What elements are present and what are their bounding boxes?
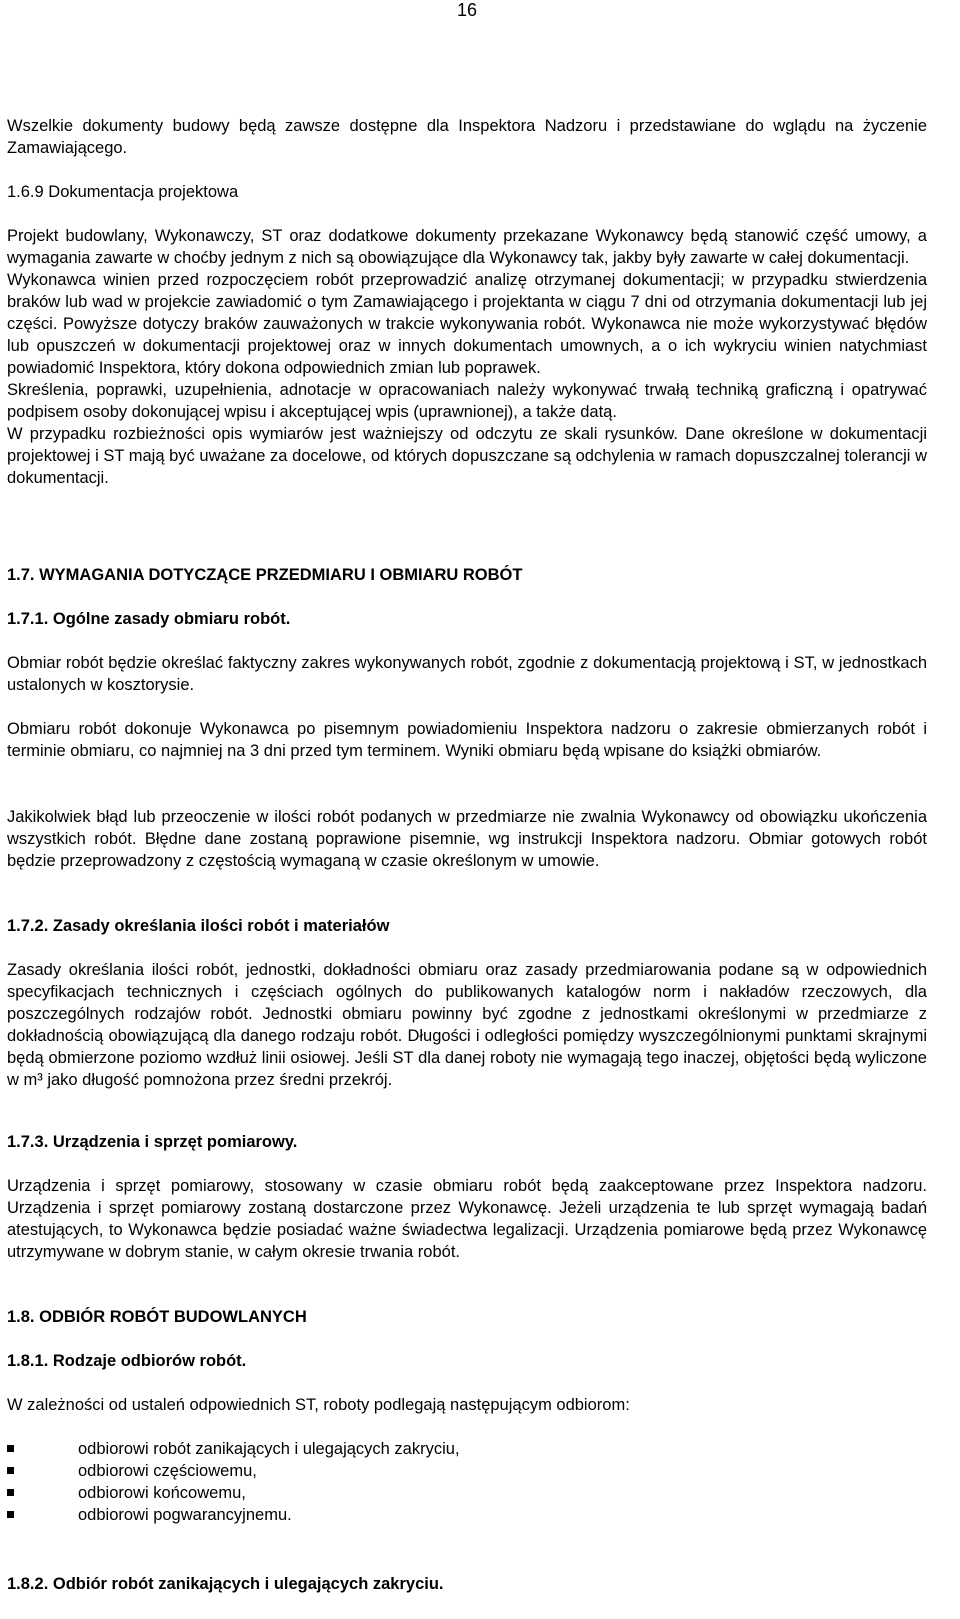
subsection-heading: 1.7.2. Zasady określania ilości robót i materiałów [7, 917, 390, 935]
subsection-heading: 1.7.1. Ogólne zasady obmiaru robót. [7, 610, 291, 628]
list-item [7, 1504, 927, 1526]
square-bullet-icon [7, 1445, 14, 1452]
section-1-7-heading-block [7, 564, 927, 586]
square-bullet-icon [7, 1511, 14, 1518]
section-heading: 1.8. ODBIÓR ROBÓT BUDOWLANYCH [7, 1308, 307, 1326]
intro-block [7, 115, 927, 159]
subsection-heading: 1.8.2. Odbiór robót zanikających i ulegających zakryciu. [7, 1575, 444, 1593]
section-1-8-1-heading-block [7, 1350, 927, 1372]
paragraph: Urządzenia i sprzęt pomiarowy, stosowany w czasie obmiaru robót będą zaakceptowane przez Inspektora nadzoru. Urządzenia i sprzęt pomiarowy zostaną dostarczone przez Wykonawcę. Jeżeli urządzenia te lub sprzęt wymagają badań atestujących, to Wykonawca będzie posiadać ważne świadectwa legalizacji. Urządzenia pomiarowe będą przez Wykonawcę utrzymywane w dobrym stanie, w całym okresie trwania robót. [7, 1177, 927, 1261]
section-heading: 1.7. WYMAGANIA DOTYCZĄCE PRZEDMIARU I OBMIARU ROBÓT [7, 566, 523, 584]
section-1-7-1-heading-block [7, 608, 927, 630]
list-item-text: odbiorowi robót zanikających i ulegających zakryciu, [78, 1440, 460, 1458]
paragraph: Wykonawca winien przed rozpoczęciem robót przeprowadzić analizę otrzymanej dokumentacji; w przypadku stwierdzenia braków lub wad w projekcie zawiadomić o tym Zamawiającego i projektanta w ciągu 7 dni od otrzymania dokumentacji lub jej części. Powyższe dotyczy braków zauważonych w trakcie wykonywania robót. Wykonawca nie może wykorzystywać błędów lub opuszczeń w dokumentacji projektowej oraz w innych dokumentach umownych, a o ich wykryciu winien natychmiast powiadomić Inspektora, który dokona odpowiednich zmian lub poprawek. [7, 271, 927, 377]
section-1-7-1-p2 [7, 718, 927, 762]
square-bullet-icon [7, 1489, 14, 1496]
section-1-7-2-heading-block [7, 915, 927, 937]
subsection-heading: 1.8.1. Rodzaje odbiorów robót. [7, 1352, 247, 1370]
paragraph: Projekt budowlany, Wykonawczy, ST oraz dodatkowe dokumenty przekazane Wykonawcy będą stanowić część umowy, a wymagania zawarte w choćby jednym z nich są obowiązujące dla Wykonawcy tak, jakby były zawarte w całej dokumentacji. [7, 227, 927, 267]
square-bullet-icon [7, 1467, 14, 1474]
paragraph: W przypadku rozbieżności opis wymiarów jest ważniejszy od odczytu ze skali rysunków. Dane określone w dokumentacji projektowej i ST mają być uważane za docelowe, od których dopuszczane są odchylenia w ramach dopuszczalnej tolerancji w dokumentacji. [7, 425, 927, 487]
list-item-text: odbiorowi końcowemu, [78, 1484, 246, 1502]
acceptance-types-list [7, 1438, 927, 1526]
list-item-text: odbiorowi częściowemu, [78, 1462, 257, 1480]
paragraph: Skreślenia, poprawki, uzupełnienia, adnotacje w opracowaniach należy wykonywać trwałą techniką graficzną i opatrywać podpisem osoby dokonującej wpisu i akceptującej wpis (uprawnionej), a także datą. [7, 381, 927, 421]
paragraph: Obmiaru robót dokonuje Wykonawca po pisemnym powiadomieniu Inspektora nadzoru o zakresie obmierzanych robót i terminie obmiaru, co najmniej na 3 dni przed tym terminem. Wyniki obmiaru będą wpisane do książki obmiarów. [7, 720, 927, 760]
section-1-7-3-body [7, 1175, 927, 1263]
intro-paragraph: Wszelkie dokumenty budowy będą zawsze dostępne dla Inspektora Nadzoru i przedstawiane do wglądu na życzenie Zamawiającego. [7, 117, 927, 157]
section-1-7-2-body [7, 959, 927, 1091]
section-1-8-2-heading-block [7, 1573, 927, 1595]
paragraph: Zasady określania ilości robót, jednostki, dokładności obmiaru oraz zasady przedmiarowania podane są w odpowiednich specyfikacjach technicznych i częściach ogólnych do publikowanych katalogów norm i nakładów rzeczowych, dla poszczególnych rodzajów robót. Jednostki obmiaru powinny być zgodne z jednostkami określonymi w przedmiarze z dokładnością obowiązującą dla danego rodzaju robót. Długości i odległości pomiędzy wyszczególnionymi punktami skrajnymi będą obmierzone poziomo wzdłuż linii osiowej. Jeśli ST dla danej roboty nie wymagają tego inaczej, objętości będą wyliczone w m³ jako długość pomnożona przez średni przekrój. [7, 961, 927, 1089]
section-1-7-1-p1 [7, 652, 927, 696]
section-heading: 1.6.9 Dokumentacja projektowa [7, 183, 239, 201]
section-1-6-9-body [7, 225, 927, 489]
section-1-8-1-intro [7, 1394, 927, 1416]
page-number: 16 [456, 0, 478, 20]
paragraph: W zależności od ustaleń odpowiednich ST, roboty podlegają następującym odbiorom: [7, 1396, 630, 1414]
section-1-7-1-p3 [7, 806, 927, 872]
paragraph: Jakikolwiek błąd lub przeoczenie w ilości robót podanych w przedmiarze nie zwalnia Wykonawcy od obowiązku ukończenia wszystkich robót. Błędne dane zostaną poprawione pisemnie, wg instrukcji Inspektora nadzoru. Obmiar gotowych robót będzie przeprowadzony z częstością wymaganą w czasie określonym w umowie. [7, 808, 927, 870]
subsection-heading: 1.7.3. Urządzenia i sprzęt pomiarowy. [7, 1133, 298, 1151]
list-item [7, 1438, 927, 1460]
section-1-6-9 [7, 181, 927, 203]
list-item-text: odbiorowi pogwarancyjnemu. [78, 1506, 292, 1524]
section-1-7-3-heading-block [7, 1131, 927, 1153]
list-item [7, 1460, 927, 1482]
section-1-8-heading-block [7, 1306, 927, 1328]
list-item [7, 1482, 927, 1504]
paragraph: Obmiar robót będzie określać faktyczny zakres wykonywanych robót, zgodnie z dokumentacją projektową i ST, w jednostkach ustalonych w kosztorysie. [7, 654, 927, 694]
